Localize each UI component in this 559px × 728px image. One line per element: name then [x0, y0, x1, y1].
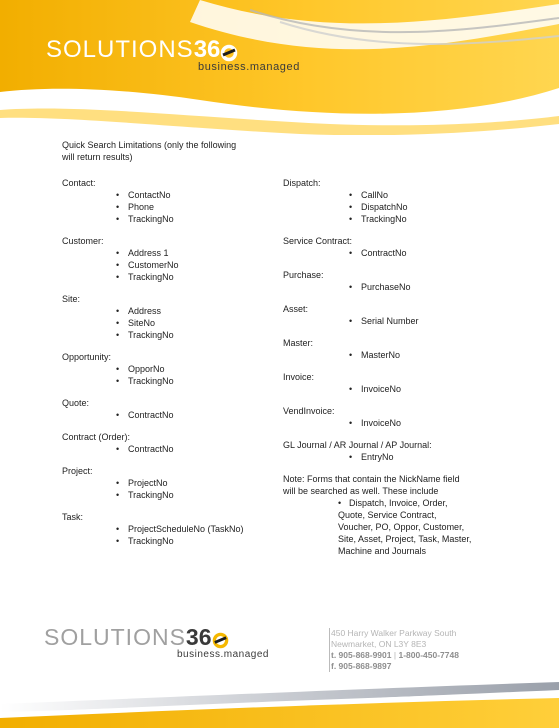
list-item: • PurchaseNo	[283, 281, 503, 293]
section-opportunity	[62, 351, 277, 387]
section-vendinvoice	[283, 405, 503, 429]
note-list-item	[283, 497, 503, 509]
section-quote	[62, 397, 277, 421]
list-item: • DispatchNo	[283, 201, 503, 213]
section-heading: Opportunity:	[62, 352, 112, 362]
section-heading: Project:	[62, 466, 93, 476]
section-heading: Invoice:	[283, 372, 315, 382]
phone-number: t. 905-868-9901	[331, 650, 392, 660]
list-item: • Serial Number	[283, 315, 503, 327]
logo-ring-icon	[220, 44, 238, 62]
section-heading: Service Contract:	[283, 236, 353, 246]
list-item: • InvoiceNo	[283, 417, 503, 429]
note-list-line: Site, Asset, Project, Task, Master,	[338, 534, 472, 544]
note-line: Note: Forms that contain the NickName field	[283, 474, 460, 484]
note-list-line: Voucher, PO, Oppor, Customer,	[338, 522, 465, 532]
section-heading: Purchase:	[283, 270, 324, 280]
list-item: • TrackingNo	[62, 489, 277, 501]
address-line: 450 Harry Walker Parkway South	[331, 628, 457, 638]
list-item: • ContractNo	[62, 443, 277, 455]
list-item: • TrackingNo	[62, 375, 277, 387]
logo-word: SOLUTIONS	[46, 36, 194, 63]
header-logo	[46, 36, 300, 73]
section-heading: Asset:	[283, 304, 309, 314]
list-item: • InvoiceNo	[283, 383, 503, 395]
section-service-contract	[283, 235, 503, 259]
section-heading: Site:	[62, 294, 81, 304]
section-heading: Task:	[62, 512, 84, 522]
list-item: • CustomerNo	[62, 259, 277, 271]
fax-number: f. 905-868-9897	[331, 661, 392, 671]
note-list-line: Machine and Journals	[338, 546, 427, 556]
list-item: • Phone	[62, 201, 277, 213]
section-asset	[283, 303, 503, 327]
note-list-line: Quote, Service Contract,	[338, 510, 437, 520]
section-contract-order	[62, 431, 277, 455]
section-purchase	[283, 269, 503, 293]
section-heading: Contract (Order):	[62, 432, 131, 442]
section-master	[283, 337, 503, 361]
list-item: • ProjectScheduleNo (TaskNo)	[62, 523, 277, 535]
list-item: • TrackingNo	[62, 213, 277, 225]
list-item: • TrackingNo	[62, 329, 277, 341]
section-task	[62, 511, 277, 547]
note-list-continuation	[283, 509, 503, 557]
logo-tagline: business.managed	[177, 649, 269, 660]
address-line: Newmarket, ON L3Y 8E3	[331, 639, 427, 649]
left-column	[62, 177, 277, 557]
section-heading: Customer:	[62, 236, 104, 246]
list-item: • ContactNo	[62, 189, 277, 201]
logo-number: 36	[185, 624, 212, 650]
note-line: will be searched as well. These include	[283, 486, 439, 496]
section-contact	[62, 177, 277, 225]
logo-tagline: business.managed	[198, 61, 300, 73]
list-item: • TrackingNo	[62, 271, 277, 283]
phone-separator: |	[393, 650, 397, 660]
section-project	[62, 465, 277, 501]
footer-banner	[0, 660, 559, 728]
logo-word: SOLUTIONS	[44, 624, 186, 650]
section-site	[62, 293, 277, 341]
list-item: • EntryNo	[283, 451, 503, 463]
section-heading: GL Journal / AR Journal / AP Journal:	[283, 440, 432, 450]
footer-logo	[44, 624, 269, 660]
list-item: • SiteNo	[62, 317, 277, 329]
list-item: • ContractNo	[62, 409, 277, 421]
list-item: • ContractNo	[283, 247, 503, 259]
list-item: • ProjectNo	[62, 477, 277, 489]
section-dispatch	[283, 177, 503, 225]
note-list-line: Dispatch, Invoice, Order,	[349, 498, 448, 508]
note-section	[283, 473, 503, 557]
intro-line: will return results)	[62, 152, 133, 162]
section-heading: Quote:	[62, 398, 90, 408]
section-invoice	[283, 371, 503, 395]
logo-ring-icon	[212, 632, 229, 649]
list-item: • Address 1	[62, 247, 277, 259]
right-column	[283, 177, 503, 567]
section-heading: Contact:	[62, 178, 96, 188]
section-customer	[62, 235, 277, 283]
section-heading: Dispatch:	[283, 178, 321, 188]
section-gl-journal	[283, 439, 503, 463]
section-heading: Master:	[283, 338, 314, 348]
intro-line: Quick Search Limitations (only the following	[62, 140, 237, 150]
list-item: • OpporNo	[62, 363, 277, 375]
list-item: • CallNo	[283, 189, 503, 201]
list-item: • TrackingNo	[62, 535, 277, 547]
intro-text	[62, 139, 272, 163]
list-item: • Address	[62, 305, 277, 317]
list-item: • TrackingNo	[283, 213, 503, 225]
section-heading: VendInvoice:	[283, 406, 335, 416]
tollfree-number: 1-800-450-7748	[398, 650, 459, 660]
logo-number: 36	[193, 36, 221, 63]
list-item: • MasterNo	[283, 349, 503, 361]
